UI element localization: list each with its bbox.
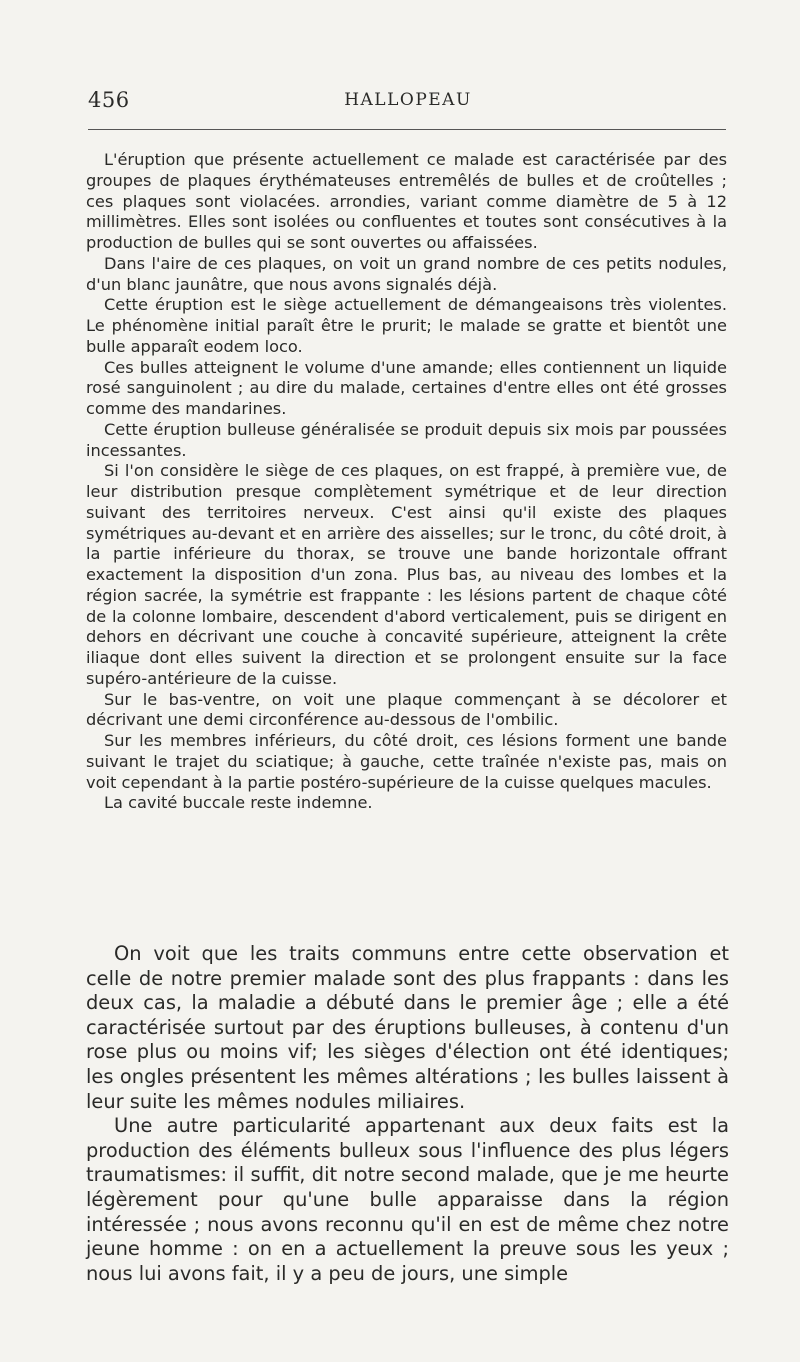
observation-section (86, 150, 727, 814)
paragraph: Cette éruption est le siège actuellement de démangeaisons très violentes. Le phénomène initial paraît être le prurit; le malade se gratte et bientôt une bulle apparaît eodem loco. (86, 295, 727, 356)
header-rule (88, 129, 726, 130)
paragraph: Dans l'aire de ces plaques, on voit un grand nombre de ces petits nodules, d'un blanc jaunâtre, que nous avons signalés déjà. (86, 253, 727, 294)
paragraph: Sur le bas-ventre, on voit une plaque commençant à se décolorer et décrivant une demi circonférence au-dessous de l'ombilic. (86, 689, 727, 730)
paragraph: La cavité buccale reste indemne. (104, 793, 373, 813)
paragraph: On voit que les traits communs entre cette observation et celle de notre premier malade sont des plus frappants : dans les deux cas, la maladie a débuté dans le premier âge ; elle a été caractérisée surtout par des éruptions bulleuses, à contenu d'un rose plus ou moins vif; les sièges d'élection ont été identiques; les ongles présentent les mêmes altérations ; les bulles laissent à leur suite les mêmes nodules miliaires. (86, 942, 729, 1113)
commentary-section (86, 942, 729, 1286)
paragraph: Si l'on considère le siège de ces plaques, on est frappé, à première vue, de leur distribution presque complètement symétrique et de leur direction suivant des territoires nerveux. C'est ainsi qu'il existe des plaques symétriques au-devant et en arrière des aisselles; sur le tronc, du côté droit, à la partie inférieure du thorax, se trouve une bande horizontale offrant exactement la disposition d'un zona. Plus bas, au niveau des lombes et la région sacrée, la symétrie est frappante : les lésions partent de chaque côté de la colonne lombaire, descendent d'abord verticalement, puis se dirigent en dehors en décrivant une couche à concavité supérieure, atteignent la crête iliaque dont elles suivent la direction et se prolongent ensuite sur la face supéro-antérieure de la cuisse. (86, 461, 727, 688)
paragraph: Cette éruption bulleuse généralisée se produit depuis six mois par poussées incessantes. (86, 419, 727, 460)
paragraph: L'éruption que présente actuellement ce malade est caractérisée par des groupes de plaques érythémateuses entremêlés de bulles et de croûtelles ; ces plaques sont violacées. arrondies, variant comme diamètre de 5 à 12 millimètres. Elles sont isolées ou confluentes et toutes sont consécutives à la production de bulles qui se sont ouvertes ou affaissées. (86, 150, 727, 252)
page-header (88, 88, 728, 118)
page-number: 456 (88, 88, 130, 112)
running-head: HALLOPEAU (344, 90, 472, 110)
paragraph: Une autre particularité appartenant aux deux faits est la production des éléments bulleux sous l'influence des plus légers traumatismes: il suffit, dit notre second malade, que je me heurte légèrement pour qu'une bulle apparaisse dans la région intéressée ; nous avons reconnu qu'il en est de même chez notre jeune homme : on en a actuellement la preuve sous les yeux ; nous lui avons fait, il y a peu de jours, une simple (86, 1114, 729, 1285)
paragraph: Sur les membres inférieurs, du côté droit, ces lésions forment une bande suivant le trajet du sciatique; à gauche, cette traînée n'existe pas, mais on voit cependant à la partie postéro-supérieure de la cuisse quelques macules. (86, 731, 727, 792)
paragraph: Ces bulles atteignent le volume d'une amande; elles contiennent un liquide rosé sanguinolent ; au dire du malade, certaines d'entre elles ont été grosses comme des mandarines. (86, 357, 727, 418)
